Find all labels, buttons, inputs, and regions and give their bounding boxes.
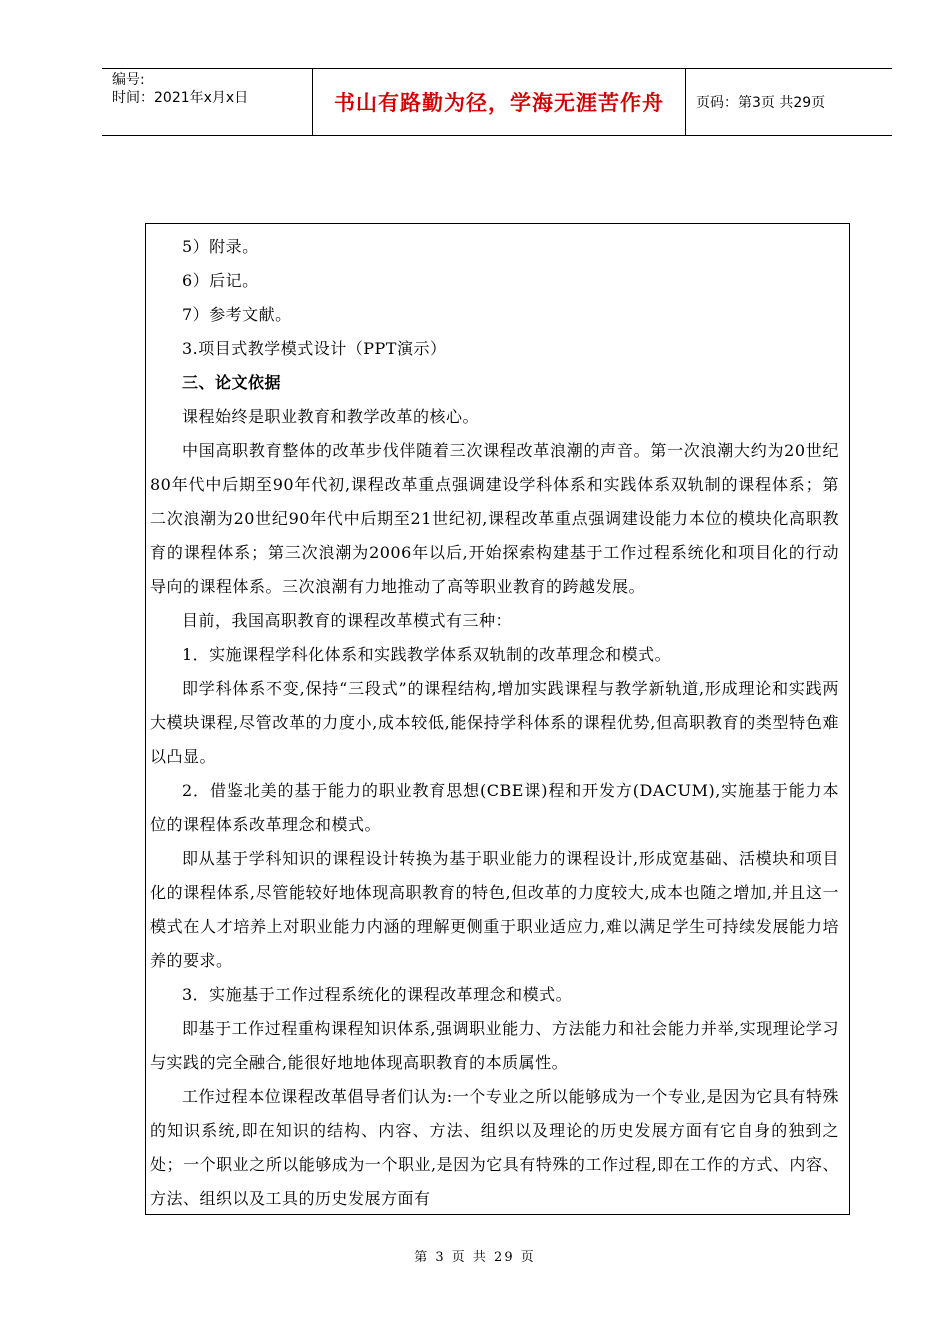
document-date: 时间：2021年x月x日 (112, 90, 249, 106)
appendix-item: 5）附录。 (182, 237, 259, 256)
header-page-code: 页码：第3页 共29页 (696, 95, 826, 111)
body-paragraph: 1．实施课程学科化体系和实践教学体系双轨制的改革理念和模式。 (182, 645, 672, 664)
header-motto-cell (313, 69, 686, 135)
body-paragraph: 即从基于学科知识的课程设计转换为基于职业能力的课程设计,形成宽基础、活模块和项目化的课程体系,尽管能较好地体现高职教育的特色,但改革的力度较大,成本也随之增加,并且这一模式在人才培养上对职业能力内涵的理解更侧重于职业适应力,难以满足学生可持续发展能力培养的要求。 (150, 849, 839, 970)
document-number-label: 编号: (112, 72, 145, 88)
section-heading: 三、论文依据 (182, 373, 282, 392)
body-paragraph: 2．借鉴北美的基于能力的职业教育思想(CBE课)程和开发方(DACUM),实施基于能力本位的课程体系改革理念和模式。 (150, 781, 839, 834)
header-motto: 书山有路勤为径，学海无涯苦作舟 (334, 91, 664, 115)
content-frame (145, 223, 850, 1215)
body-paragraph: 3．实施基于工作过程系统化的课程改革理念和模式。 (182, 985, 573, 1004)
body-paragraph: 目前，我国高职教育的课程改革模式有三种： (182, 611, 513, 630)
body-paragraph: 中国高职教育整体的改革步伐伴随着三次课程改革浪潮的声音。第一次浪潮大约为20世纪80年代中后期至90年代初,课程改革重点强调建设学科体系和实践体系双轨制的课程体系；第二次浪潮为20世纪90年代中后期至21世纪初,课程改革重点强调建设能力本位的模块化高职教育的课程体系；第三次浪潮为2006年以后,开始探索构建基于工作过程系统化和项目化的行动导向的课程体系。三次浪潮有力地推动了高等职业教育的跨越发展。 (150, 441, 839, 596)
body-paragraph: 即基于工作过程重构课程知识体系,强调职业能力、方法能力和社会能力并举,实现理论学习与实践的完全融合,能很好地地体现高职教育的本质属性。 (150, 1019, 839, 1072)
project-teaching-item: 3.项目式教学模式设计（PPT演示） (182, 339, 447, 358)
references-item: 7）参考文献。 (182, 305, 292, 324)
page-footer: 第 3 页 共 29 页 (414, 1250, 536, 1265)
page-header (102, 68, 892, 136)
header-meta (102, 69, 313, 135)
postscript-item: 6）后记。 (182, 271, 259, 290)
body-paragraph: 即学科体系不变,保持“三段式”的课程结构,增加实践课程与教学新轨道,形成理论和实践两大模块课程,尽管改革的力度小,成本较低,能保持学科体系的课程优势,但高职教育的类型特色难以凸显。 (150, 679, 839, 766)
document-body (146, 224, 849, 1215)
body-paragraph: 课程始终是职业教育和教学改革的核心。 (182, 407, 480, 426)
body-paragraph: 工作过程本位课程改革倡导者们认为:一个专业之所以能够成为一个专业,是因为它具有特殊的知识系统,即在知识的结构、内容、方法、组织以及理论的历史发展方面有它自身的独到之处；一个职业之所以能够成为一个职业,是因为它具有特殊的工作过程,即在工作的方式、内容、方法、组织以及工具的历史发展方面有 (150, 1087, 839, 1208)
